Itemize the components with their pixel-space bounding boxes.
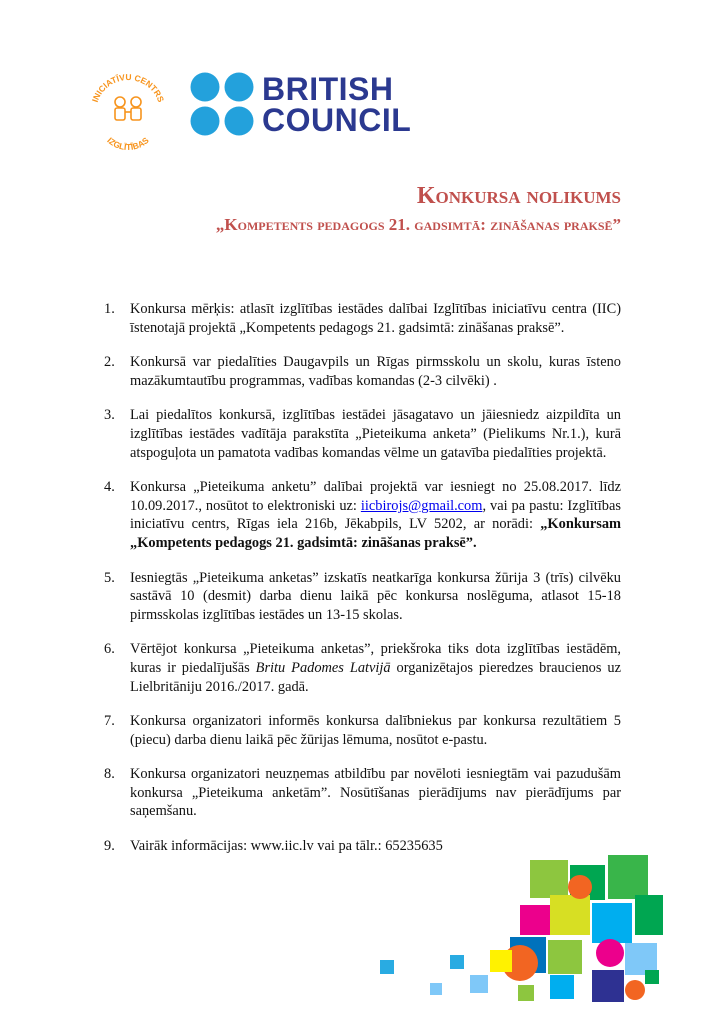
- item-text-a: Konkursa „Pieteikuma anketu” dalībai projektā var iesniegt no 25.08.2017. līdz 10.09.2017., nosūtot to elektroniski uz:: [130, 479, 621, 514]
- item-number: 2.: [104, 354, 115, 371]
- item-number: 4.: [104, 479, 115, 496]
- list-item: [104, 406, 621, 462]
- item-number: 6.: [104, 641, 115, 658]
- item-text: Iesniegtās „Pieteikuma anketas” izskatīs neatkarīga konkursa žūrija 3 (trīs) cilvēku sastāvā 10 (desmit) darba dienu laikā pēc konkursa noslēguma, atlasot 15-18 pirmsskolas izglītības iestādes un 13-15 skolas.: [130, 569, 621, 623]
- page-subtitle: „Kompetents pedagogs 21. gadsimtā: zināšanas praksē”: [215, 215, 621, 234]
- item-italic-text: Britu Padomes Latvijā: [255, 659, 391, 676]
- list-item: [104, 765, 621, 821]
- list-item: [104, 569, 621, 625]
- list-item: [104, 353, 621, 390]
- item-text: Konkursā var piedalīties Daugavpils un Rīgas pirmsskolu un skolu, kuras īsteno mazākumtautību programmas, vadības komandas (2-3 cilvēki) .: [130, 354, 621, 389]
- svg-text:INICIATĪVU CENTRS: INICIATĪVU CENTRS: [89, 71, 167, 104]
- item-text-b: , vai pa pastu: Izglītības iniciatīvu centrs, Rīgas iela 216b, Jēkabpils, LV 5202, ar norādi:: [130, 497, 621, 533]
- item-text-a: Vērtējot konkursa „Pieteikuma anketas”, priekšroka tiks dota izglītības iestādēm, kuras ir piedalījušās: [130, 641, 621, 676]
- email-link[interactable]: iicbirojs@gmail.com: [360, 497, 483, 514]
- rules-list: [104, 300, 621, 872]
- item-text: Konkursa organizatori informēs konkursa dalībniekus par konkursa rezultātiem 5 (piecu) darba dienu laikā pēc žūrijas lēmuma, nosūtot e-pastu.: [130, 713, 621, 748]
- list-item: [104, 478, 621, 552]
- british-council-dots-icon: [190, 72, 256, 138]
- item-bold-text: „Konkursam „Kompetents pedagogs 21. gadsimtā: zināšanas praksē”.: [130, 516, 621, 551]
- iic-logo: [84, 64, 172, 152]
- children-figures-icon: [115, 97, 141, 120]
- decorative-mosaic-graphic: [370, 855, 670, 1005]
- item-text-b: organizētajos pieredzes braucienos uz Lielbritāniju 2016./2017. gadā.: [130, 659, 621, 695]
- british-council-wordmark: [262, 71, 412, 138]
- bc-line1: BRITISH: [262, 71, 394, 107]
- list-item: [104, 837, 621, 856]
- svg-text:IZGLĪTĪBAS: IZGLĪTĪBAS: [105, 135, 151, 152]
- page-title: Konkursa nolikums: [416, 183, 621, 209]
- item-number: 8.: [104, 766, 115, 783]
- item-number: 3.: [104, 407, 115, 424]
- list-item: [104, 712, 621, 749]
- item-number: 1.: [104, 301, 115, 317]
- british-council-logo: [190, 72, 420, 140]
- item-number: 5.: [104, 569, 115, 586]
- item-text: Konkursa mērķis: atlasīt izglītības iestādes dalībai Izglītības iniciatīvu centra (IIC) īstenotajā projektā „Kompetents pedagogs 21. gadsimtā: zināšanas praksē”.: [130, 301, 621, 336]
- bc-line2: COUNCIL: [262, 102, 412, 138]
- item-text: Vairāk informācijas: www.iic.lv vai pa tālr.: 65235635: [130, 838, 443, 855]
- item-number: 7.: [104, 713, 115, 730]
- item-number: 9.: [104, 838, 115, 855]
- list-item: [104, 640, 621, 696]
- list-item: [104, 300, 621, 337]
- item-text: Lai piedalītos konkursā, izglītības iestādei jāsagatavo un jāiesniedz aizpildīta un izglītības iestādes vadītāja parakstīta „Pieteikuma anketa” (Pielikums Nr.1.), kurā atspoguļota un pamatota vadības komandas vēlme un gatavība piedalīties projektā.: [130, 407, 621, 461]
- item-text: Konkursa organizatori neuzņemas atbildību par novēloti iesniegtām vai pazudušām konkursa „Pieteikuma anketām”. Nosūtīšanas pierādījums nav pierādījums par saņemšanu.: [130, 766, 621, 820]
